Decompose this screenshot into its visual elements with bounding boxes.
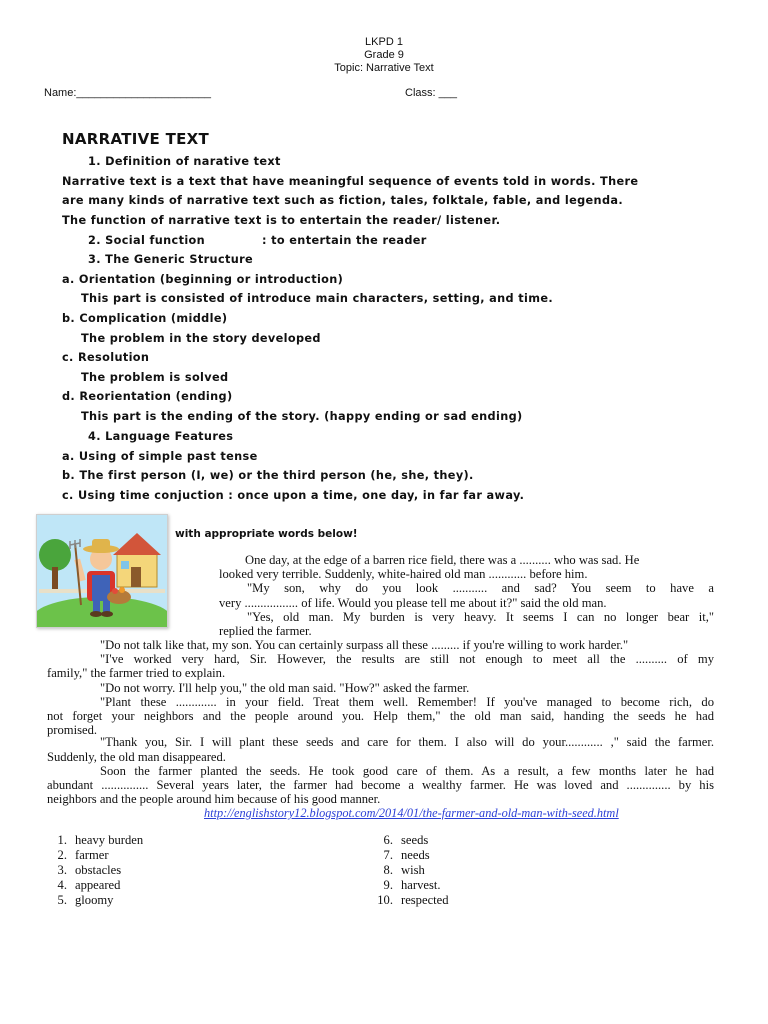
class-field[interactable]: Class: ___ (405, 87, 457, 99)
feature-person: b. The first person (I, we) or the third person (he, she, they). (62, 469, 474, 482)
list-item: 1. heavy burden (57, 833, 144, 847)
story-line: Soon the farmer planted the seeds. He took good care of them. As a result, a few months later he had (100, 764, 714, 778)
feature-time-conjunction: c. Using time conjuction : once upon a time, one day, in far far away. (62, 489, 525, 502)
story-line: "Do not worry. I'll help you," the old man said. "How?" asked the farmer. (100, 681, 470, 695)
exercise-instruction: with appropriate words below! (175, 528, 358, 540)
source-link[interactable]: http://englishstory12.blogspot.com/2014/01/the-farmer-and-old-man-with-seed.html (204, 806, 619, 820)
story-line: Suddenly, the old man disappeared. (47, 750, 226, 764)
story-line: "Do not talk like that, my son. You can certainly surpass all these ......... if you're willing to work harder." (100, 638, 629, 652)
structure-reorientation: d. Reorientation (ending) (62, 390, 233, 403)
name-field[interactable]: Name:______________________ (44, 87, 211, 99)
list-item: 4. appeared (57, 878, 121, 892)
structure-resolution-desc: The problem is solved (81, 371, 229, 384)
grade-label: Grade 9 (364, 49, 404, 61)
heading-social-function: 2. Social function (88, 234, 206, 247)
definition-line-2: are many kinds of narrative text such as fiction, tales, folktale, fable, and legenda. (62, 194, 623, 207)
list-item: 3. obstacles (57, 863, 122, 877)
story-line: "Yes, old man. My burden is very heavy. It seems I can no longer bear it," (247, 610, 714, 624)
list-item: 9. harvest. (383, 878, 441, 892)
list-item: 5. gloomy (57, 893, 114, 907)
feature-past-tense: a. Using of simple past tense (62, 450, 258, 463)
story-line: looked very terrible. Suddenly, white-haired old man ............ before him. (219, 567, 588, 581)
story-line: "My son, why do you look ........... and sad? You seem to have a (247, 581, 714, 595)
story-line: promised. (47, 723, 98, 737)
story-line: family," the farmer tried to explain. (47, 666, 226, 680)
story-line: One day, at the edge of a barren rice field, there was a .......... who was sad. He (245, 553, 640, 567)
story-line: "I've worked very hard, Sir. However, the results are still not enough to meet all the .......... of my (100, 652, 714, 666)
story-line: "Plant these ............. in your field. Treat them well. Remember! If you've managed to become rich, do (100, 695, 714, 709)
definition-line-1: Narrative text is a text that have meaningful sequence of events told in words. There (62, 175, 639, 188)
section-title: NARRATIVE TEXT (62, 130, 210, 148)
story-line: replied the farmer. (219, 624, 312, 638)
farmer-illustration (36, 514, 168, 628)
story-line: very ................. of life. Would you please tell me about it?" said the old man. (219, 596, 607, 610)
heading-generic-structure: 3. The Generic Structure (88, 253, 254, 266)
list-item: 7. needs (383, 848, 430, 862)
heading-language-features: 4. Language Features (88, 430, 234, 443)
worksheet-code: LKPD 1 (365, 36, 403, 48)
structure-complication: b. Complication (middle) (62, 312, 228, 325)
word-list-right (373, 833, 449, 908)
structure-reorientation-desc: This part is the ending of the story. (happy ending or sad ending) (81, 410, 523, 423)
list-item: 8. wish (383, 863, 425, 877)
structure-orientation-desc: This part is consisted of introduce main characters, setting, and time. (81, 292, 554, 305)
list-item: 10. respected (377, 893, 449, 907)
story-line: "Thank you, Sir. I will plant these seeds and care for them. I also will do your............ ," said the farmer. (100, 735, 714, 749)
word-list-left (47, 833, 143, 908)
list-item: 6. seeds (383, 833, 429, 847)
definition-line-3: The function of narrative text is to entertain the reader/ listener. (62, 214, 501, 227)
list-item: 2. farmer (57, 848, 109, 862)
story-line: abundant ............... Several years later, the farmer had become a wealthy farmer. He was loved and .............. by his (47, 778, 714, 792)
structure-resolution: c. Resolution (62, 351, 150, 364)
topic-label: Topic: Narrative Text (334, 62, 434, 74)
social-function-value: : to entertain the reader (262, 234, 427, 247)
heading-definition: 1. Definition of narative text (88, 155, 281, 168)
structure-orientation: a. Orientation (beginning or introduction) (62, 273, 344, 286)
story-line: not forget your neighbors and the people around you. Help them," the old man said, handing the seeds he had (47, 709, 714, 723)
structure-complication-desc: The problem in the story developed (81, 332, 321, 345)
story-line: neighbors and the people around him because of his good manner. (47, 792, 381, 806)
farmer-icon (37, 515, 167, 627)
